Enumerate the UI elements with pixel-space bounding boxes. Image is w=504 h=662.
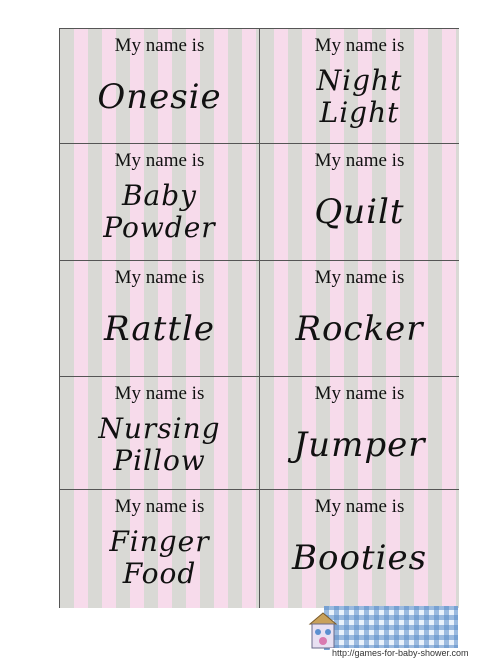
card-name [260,425,459,465]
name-tag-sheet [59,28,459,608]
card-name [60,309,259,349]
card-intro: My name is [314,267,405,288]
card-intro: My name is [314,150,405,171]
name-tag-card [60,377,260,490]
card-name-line: Pillow [113,444,206,477]
card-intro: My name is [114,150,205,171]
card-intro: My name is [114,35,205,56]
card-name [60,77,259,117]
name-tag-card [260,144,459,261]
name-tag-card [60,490,260,608]
name-tag-card [60,261,260,377]
card-name [260,309,459,349]
card-name-line: Rattle [104,309,215,349]
card-name-line: Food [122,557,197,590]
card-name-line: Baby [121,179,197,212]
name-tag-card [260,490,459,608]
site-url[interactable]: http://games-for-baby-shower.com [332,648,469,658]
card-name-line: Rocker [295,309,424,349]
card-name-line: Onesie [97,77,222,117]
card-name-line: Light [319,96,400,129]
card-name [260,192,459,232]
card-intro: My name is [114,496,205,517]
name-tag-card [260,29,459,144]
card-intro: My name is [314,383,405,404]
card-name [260,538,459,578]
card-intro: My name is [114,383,205,404]
card-name-line: Quilt [314,192,405,232]
site-logo [304,606,469,658]
name-tag-card [60,29,260,144]
card-name-line: Nursing [98,412,221,445]
card-name [60,526,259,590]
card-name [60,413,259,477]
card-name-line: Jumper [293,425,426,465]
card-intro: My name is [114,267,205,288]
card-intro: My name is [314,35,405,56]
card-name-line: Night [316,64,403,97]
name-tag-card [60,144,260,261]
gingham-pattern [324,606,458,650]
card-name [60,180,259,244]
card-name-line: Booties [291,538,428,578]
card-name-line: Powder [103,211,216,244]
name-tag-card [260,377,459,490]
card-intro: My name is [314,496,405,517]
card-name-line: Finger [109,525,210,558]
baby-house-icon [306,610,340,652]
card-name [260,65,459,129]
name-tag-card [260,261,459,377]
